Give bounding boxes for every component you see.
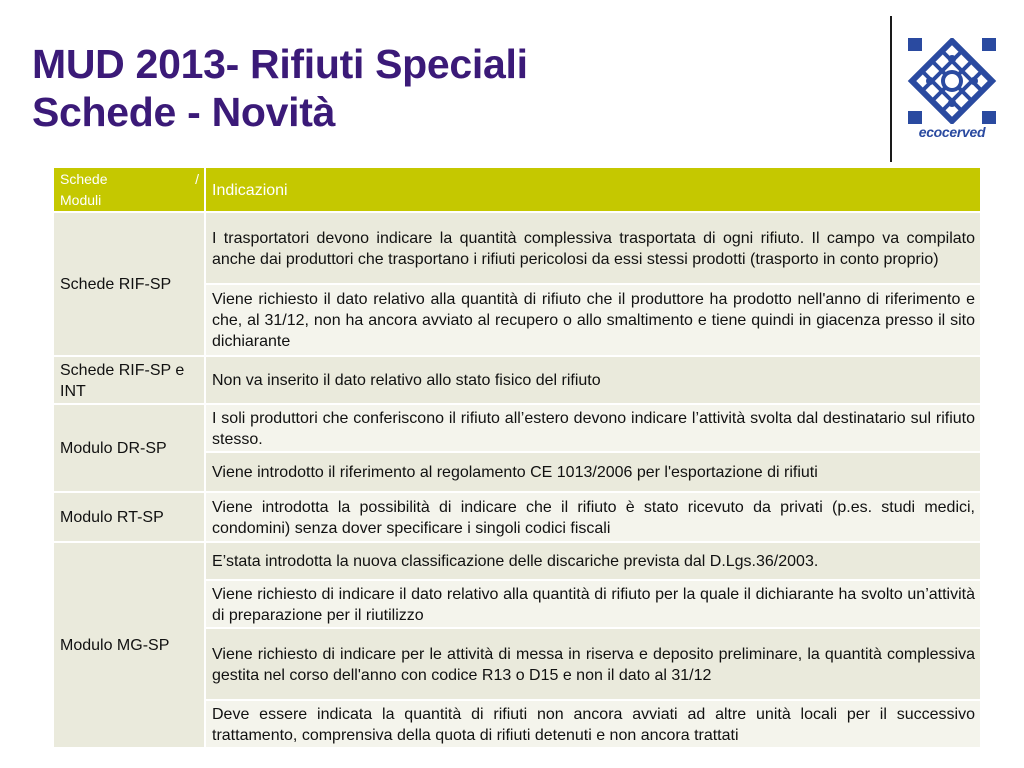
indication-cell: Viene richiesto il dato relativo alla quantità di rifiuto che il produttore ha prodotto nell'anno di riferimento e che, al 31/12, non ha ancora avviato al recupero o allo smaltimento e tiene quindi in giacenza presso il sito dichiarante [205, 284, 981, 356]
logo-wordmark: ecocerved [918, 124, 986, 140]
table-row [53, 212, 981, 284]
indication-cell: Viene richiesto di indicare per le attività di messa in riserva e deposito preliminare, la quantità complessiva gestita nel corso dell'anno con codice R13 o D15 e non il dato al 31/12 [205, 628, 981, 700]
indication-cell: I soli produttori che conferiscono il rifiuto all’estero devono indicare l’attività svolta dal destinatario sul rifiuto stesso. [205, 404, 981, 452]
slide-title [32, 40, 528, 136]
header-moduli-label: Moduli [60, 192, 102, 208]
indication-cell: I trasportatori devono indicare la quantità complessiva trasportata di ogni rifiuto. Il campo va compilato anche dai produttori che trasportano i rifiuti pericolosi da essi stessi prodotti (trasporto in conto proprio) [205, 212, 981, 284]
indication-cell: Viene introdotto il riferimento al regolamento CE 1013/2006 per l'esportazione di rifiuti [205, 452, 981, 492]
indication-cell: Non va inserito il dato relativo allo stato fisico del rifiuto [205, 356, 981, 404]
vertical-divider [890, 16, 892, 162]
header-schede-label: Schede [60, 171, 108, 187]
indication-cell: Deve essere indicata la quantità di rifiuti non ancora avviati ad altre unità locali per il successivo trattamento, comprensiva della quota di rifiuti detenuti e non ancora trattati [205, 700, 981, 748]
novelties-table [52, 166, 982, 749]
ecocerved-diamond-logo-icon [902, 38, 1002, 124]
table-header-row [53, 167, 981, 212]
header-separator: / [195, 171, 199, 187]
indication-cell: E’stata introdotta la nuova classificazione delle discariche prevista dal D.Lgs.36/2003. [205, 542, 981, 580]
slide-title-line2: Schede - Novità [32, 89, 336, 135]
group-label-mg-sp: Modulo MG-SP [53, 542, 205, 748]
table-row [53, 356, 981, 404]
group-label-rt-sp: Modulo RT-SP [53, 492, 205, 542]
table-row [53, 542, 981, 580]
header-indicazioni: Indicazioni [205, 167, 981, 212]
indication-cell: Viene introdotta la possibilità di indicare che il rifiuto è stato ricevuto da privati (p.es. studi medici, condomini) senza dover specificare i singoli codici fiscali [205, 492, 981, 542]
indication-cell: Viene richiesto di indicare il dato relativo alla quantità di rifiuto per la quale il dichiarante ha svolto un’attività di preparazione per il riutilizzo [205, 580, 981, 628]
slide-title-line1: MUD 2013- Rifiuti Speciali [32, 41, 528, 87]
ecocerved-logo [902, 38, 1002, 150]
group-label-dr-sp: Modulo DR-SP [53, 404, 205, 492]
table-row [53, 404, 981, 452]
table-row [53, 492, 981, 542]
group-label-rif-sp-int: Schede RIF-SP e INT [53, 356, 205, 404]
header-schede-moduli [53, 167, 205, 212]
group-label-rif-sp: Schede RIF-SP [53, 212, 205, 356]
